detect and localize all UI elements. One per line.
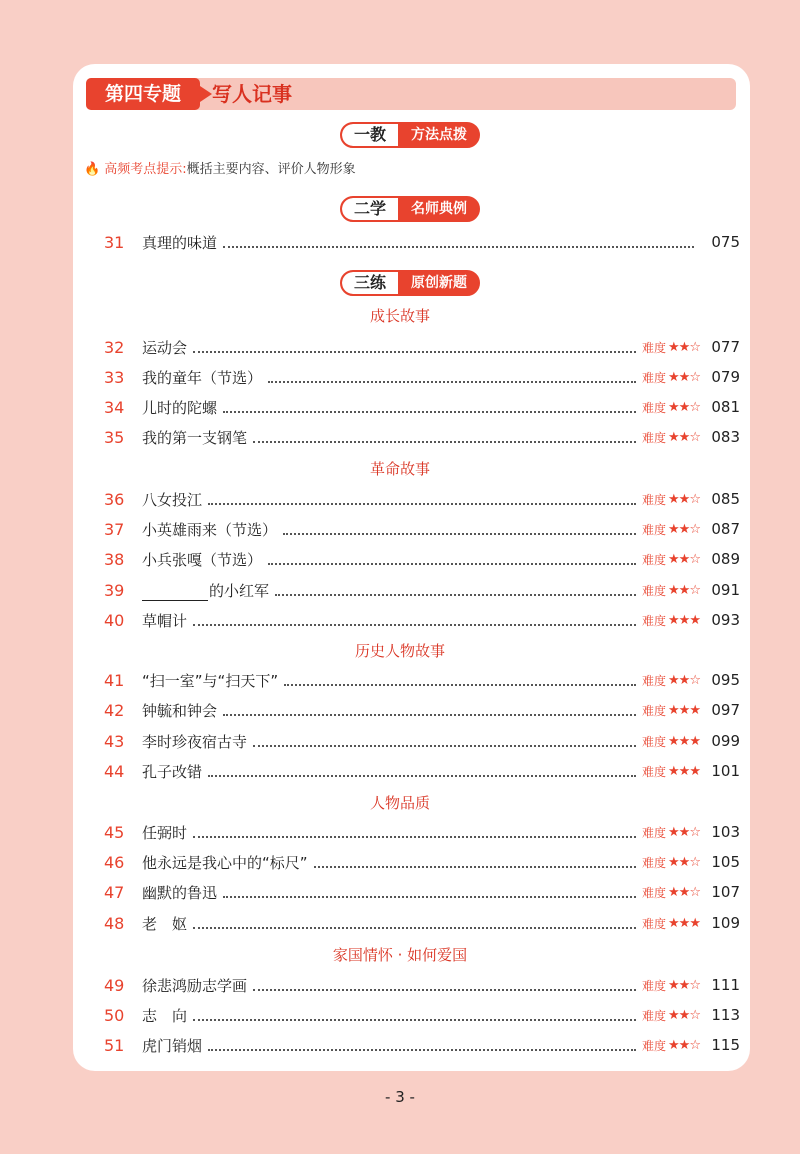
difficulty-label: 难度 (642, 734, 667, 749)
toc-page: 091 (711, 581, 740, 599)
toc-row[interactable] (104, 1003, 740, 1027)
dot-leader (283, 523, 636, 535)
toc-title: 老 妪 (142, 914, 188, 933)
dot-leader (253, 735, 636, 747)
difficulty-stars: ★★☆ (668, 824, 700, 840)
toc-page: 105 (711, 853, 740, 871)
toc-number: 38 (104, 549, 125, 569)
difficulty-label: 难度 (642, 613, 667, 628)
toc-title: 虎门销烟 (142, 1036, 203, 1055)
toc-title: 徐悲鸿励志学画 (142, 976, 248, 995)
difficulty-stars: ★★☆ (668, 854, 700, 870)
dot-leader (193, 917, 636, 929)
toc-row[interactable] (104, 547, 740, 571)
dot-leader (268, 553, 636, 565)
section-practice-label: 三练 (342, 272, 398, 294)
difficulty-label: 难度 (642, 855, 667, 870)
difficulty-stars: ★★☆ (668, 339, 700, 355)
difficulty-label: 难度 (642, 583, 667, 598)
toc-page: 087 (711, 520, 740, 538)
toc-page: 079 (711, 368, 740, 386)
difficulty-label: 难度 (642, 400, 667, 415)
toc-row[interactable] (104, 729, 740, 753)
dot-leader (275, 584, 636, 596)
category-character: 人物品质 (369, 794, 430, 812)
difficulty-stars: ★★☆ (668, 429, 700, 445)
toc-page: 101 (711, 762, 740, 780)
toc-number: 40 (104, 610, 125, 630)
toc-row[interactable] (104, 668, 740, 692)
difficulty-label: 难度 (642, 703, 667, 718)
toc-number: 45 (104, 822, 125, 842)
exam-tip (84, 160, 356, 180)
dot-leader (253, 431, 636, 443)
toc-row[interactable] (104, 880, 740, 904)
difficulty-label: 难度 (642, 764, 667, 779)
dot-leader (223, 401, 636, 413)
difficulty-label: 难度 (642, 522, 667, 537)
dot-leader (253, 979, 636, 991)
difficulty-stars: ★★☆ (668, 1007, 700, 1023)
toc-title: 李时珍夜宿古寺 (142, 732, 248, 751)
difficulty-label: 难度 (642, 673, 667, 688)
difficulty-stars: ★★☆ (668, 491, 700, 507)
toc-number: 42 (104, 700, 125, 720)
difficulty-stars: ★★☆ (668, 582, 700, 598)
toc-title: 运动会 (142, 338, 188, 357)
difficulty-stars: ★★★ (668, 702, 700, 718)
section-method-title: 方法点拨 (411, 127, 467, 143)
toc-page: 103 (711, 823, 740, 841)
category-patriotism: 家国情怀 · 如何爱国 (332, 946, 468, 964)
difficulty-stars: ★★☆ (668, 884, 700, 900)
difficulty-stars: ★★☆ (668, 977, 700, 993)
toc-page: 107 (711, 883, 740, 901)
dot-leader (208, 493, 636, 505)
section-practice-title: 原创新题 (411, 275, 467, 291)
toc-row[interactable] (104, 973, 740, 997)
difficulty-label: 难度 (642, 1008, 667, 1023)
toc-number: 51 (104, 1035, 125, 1055)
toc-row[interactable] (104, 911, 740, 935)
toc-row[interactable] (104, 759, 740, 783)
toc-number: 37 (104, 519, 125, 539)
dot-leader (193, 826, 636, 838)
difficulty-stars: ★★☆ (668, 551, 700, 567)
section-practice-pill (340, 270, 480, 296)
toc-number: 43 (104, 731, 125, 751)
toc-title: 幽默的鲁迅 (142, 883, 218, 902)
difficulty-stars: ★★☆ (668, 672, 700, 688)
toc-row[interactable] (104, 608, 740, 632)
dot-leader (223, 886, 636, 898)
toc-number: 44 (104, 761, 125, 781)
toc-row[interactable] (104, 335, 740, 359)
section-example-pill (340, 196, 480, 222)
toc-page: 099 (711, 732, 740, 750)
toc-number: 39 (104, 580, 125, 600)
exam-tip-text: 概括主要内容、评价人物形象 (186, 162, 356, 177)
toc-page: 083 (711, 428, 740, 446)
category-history: 历史人物故事 (354, 642, 445, 660)
toc-number: 47 (104, 882, 125, 902)
difficulty-label: 难度 (642, 552, 667, 567)
difficulty-label: 难度 (642, 430, 667, 445)
toc-row[interactable] (104, 425, 740, 449)
toc-title: 他永远是我心中的“标尺” (142, 853, 308, 872)
section-example-title: 名师典例 (411, 201, 467, 217)
category-growth: 成长故事 (369, 307, 430, 325)
difficulty-label: 难度 (642, 825, 667, 840)
toc-row[interactable] (104, 820, 740, 844)
toc-title: 小英雄雨来（节选） (142, 520, 278, 539)
toc-title: “扫一室”与“扫天下” (142, 671, 279, 690)
toc-row[interactable] (104, 578, 740, 602)
fill-blank (142, 586, 208, 601)
difficulty-label: 难度 (642, 1038, 667, 1053)
exam-tip-label: 高频考点提示: (104, 162, 187, 177)
toc-page: 111 (711, 976, 740, 994)
flame-icon: 🔥 (84, 162, 101, 177)
toc-title: 草帽计 (142, 611, 188, 630)
toc-title: 孔子改错 (142, 762, 203, 781)
dot-leader (208, 765, 636, 777)
section-method-pill (340, 122, 480, 148)
difficulty-stars: ★★★ (668, 915, 700, 931)
dot-leader (193, 614, 636, 626)
toc-number: 46 (104, 852, 125, 872)
dot-leader (284, 674, 636, 686)
section-method-label: 一教 (342, 124, 398, 146)
toc-row[interactable] (104, 698, 740, 722)
toc-page: 109 (711, 914, 740, 932)
toc-title: 任弼时 (142, 823, 188, 842)
toc-row[interactable] (104, 395, 740, 419)
toc-title: 我的童年（节选） (142, 368, 263, 387)
difficulty-label: 难度 (642, 916, 667, 931)
toc-title: 小兵张嘎（节选） (142, 550, 263, 569)
section-example-label: 二学 (342, 198, 398, 220)
difficulty-stars: ★★★ (668, 612, 700, 628)
dot-leader (314, 856, 636, 868)
difficulty-stars: ★★☆ (668, 521, 700, 537)
toc-page: 077 (711, 338, 740, 356)
difficulty-stars: ★★☆ (668, 399, 700, 415)
toc-row[interactable] (104, 1033, 740, 1057)
toc-number: 32 (104, 337, 125, 357)
difficulty-stars: ★★☆ (668, 1037, 700, 1053)
toc-number: 33 (104, 367, 125, 387)
toc-number: 34 (104, 397, 125, 417)
toc-title: 儿时的陀螺 (142, 398, 218, 417)
page-number: - 3 - (385, 1088, 415, 1106)
topic-title: 写人记事 (212, 82, 292, 106)
toc-page: 095 (711, 671, 740, 689)
difficulty-label: 难度 (642, 978, 667, 993)
toc-row[interactable] (104, 487, 740, 511)
difficulty-label: 难度 (642, 492, 667, 507)
dot-leader (268, 371, 636, 383)
toc-number: 41 (104, 670, 125, 690)
toc-number: 50 (104, 1005, 125, 1025)
dot-leader (193, 1009, 636, 1021)
toc-row[interactable] (104, 850, 740, 874)
difficulty-label: 难度 (642, 885, 667, 900)
toc-page: 093 (711, 611, 740, 629)
toc-title (142, 580, 269, 601)
difficulty-label: 难度 (642, 370, 667, 385)
difficulty-label: 难度 (642, 340, 667, 355)
toc-number: 36 (104, 489, 125, 509)
toc-title: 八女投江 (142, 490, 203, 509)
toc-title: 志 向 (142, 1006, 188, 1025)
toc-number: 35 (104, 427, 125, 447)
toc-page: 085 (711, 490, 740, 508)
toc-title: 我的第一支钢笔 (142, 428, 248, 447)
toc-row[interactable] (104, 230, 740, 254)
dot-leader (193, 341, 636, 353)
toc-title: 真理的味道 (142, 233, 218, 252)
difficulty-stars: ★★★ (668, 763, 700, 779)
toc-row[interactable] (104, 517, 740, 541)
toc-row[interactable] (104, 365, 740, 389)
toc-page: 097 (711, 701, 740, 719)
toc-number: 49 (104, 975, 125, 995)
toc-title: 钟毓和钟会 (142, 701, 218, 720)
toc-number: 31 (104, 232, 125, 252)
toc-page: 075 (711, 233, 740, 251)
difficulty-stars: ★★★ (668, 733, 700, 749)
toc-page: 115 (711, 1036, 740, 1054)
difficulty-stars: ★★☆ (668, 369, 700, 385)
toc-title-text: 的小红军 (209, 581, 270, 600)
dot-leader (223, 236, 694, 248)
category-revolution: 革命故事 (369, 460, 430, 478)
dot-leader (208, 1039, 636, 1051)
toc-number: 48 (104, 913, 125, 933)
topic-tag: 第四专题 (86, 78, 200, 110)
dot-leader (223, 704, 636, 716)
toc-page: 089 (711, 550, 740, 568)
toc-page: 081 (711, 398, 740, 416)
toc-page: 113 (711, 1006, 740, 1024)
